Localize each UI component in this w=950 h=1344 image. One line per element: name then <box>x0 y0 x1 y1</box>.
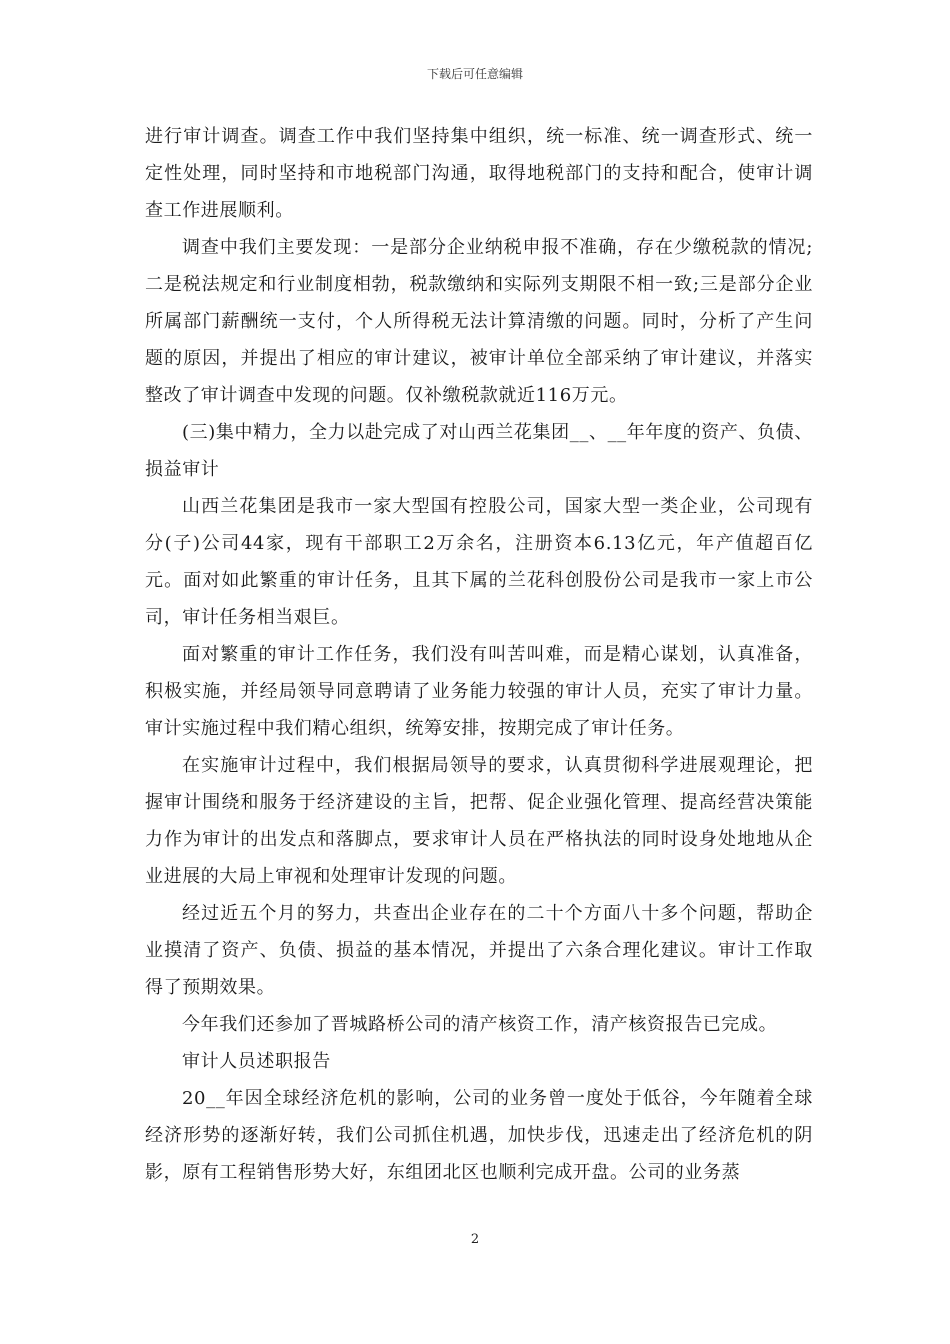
paragraph: 面对繁重的审计工作任务，我们没有叫苦叫难，而是精心谋划，认真准备，积极实施，并经局领导同意聘请了业务能力较强的审计人员，充实了审计力量。审计实施过程中我们精心组织，统筹安排，按期完成了审计任务。 <box>145 644 813 739</box>
paragraph: 调查中我们主要发现：一是部分企业纳税申报不准确，存在少缴税款的情况;二是税法规定和行业制度相勃，税款缴纳和实际列支期限不相一致;三是部分企业所属部门薪酬统一支付，个人所得税无法计算清缴的问题。同时，分析了产生问题的原因，并提出了相应的审计建议，被审计单位全部采纳了审计建议，并落实整改了审计调查中发现的问题。仅补缴税款就近116万元。 <box>145 237 813 406</box>
paragraph: 进行审计调查。调查工作中我们坚持集中组织，统一标准、统一调查形式、统一定性处理，同时坚持和市地税部门沟通，取得地税部门的支持和配合，使审计调查工作进展顺利。 <box>145 126 813 221</box>
paragraph: 山西兰花集团是我市一家大型国有控股公司，国家大型一类企业，公司现有分(子)公司44家，现有干部职工2万余名，注册资本6.13亿元，年产值超百亿元。面对如此繁重的审计任务，且其下属的兰花科创股份公司是我市一家上市公司，审计任务相当艰巨。 <box>145 496 813 628</box>
paragraph: (三)集中精力，全力以赴完成了对山西兰花集团__、__年年度的资产、负债、损益审计 <box>145 422 813 480</box>
section-heading: 审计人员述职报告 <box>182 1051 331 1072</box>
paragraph: 20__年因全球经济危机的影响，公司的业务曾一度处于低谷，今年随着全球经济形势的逐渐好转，我们公司抓住机遇，加快步伐，迅速走出了经济危机的阴影，原有工程销售形势大好，东组团北区也顺利完成开盘。公司的业务蒸 <box>145 1088 813 1183</box>
paragraph: 今年我们还参加了晋城路桥公司的清产核资工作，清产核资报告已完成。 <box>182 1014 778 1035</box>
document-body <box>145 118 813 1191</box>
page-header: 下载后可任意编辑 <box>426 67 523 81</box>
paragraph: 经过近五个月的努力，共查出企业存在的二十个方面八十多个问题，帮助企业摸清了资产、负债、损益的基本情况，并提出了六条合理化建议。审计工作取得了预期效果。 <box>145 903 813 998</box>
paragraph: 在实施审计过程中，我们根据局领导的要求，认真贯彻科学进展观理论，把握审计围绕和服务于经济建设的主旨，把帮、促企业强化管理、提高经营决策能力作为审计的出发点和落脚点，要求审计人员在严格执法的同时设身处地地从企业进展的大局上审视和处理审计发现的问题。 <box>145 755 813 887</box>
page-number: 2 <box>470 1232 480 1247</box>
